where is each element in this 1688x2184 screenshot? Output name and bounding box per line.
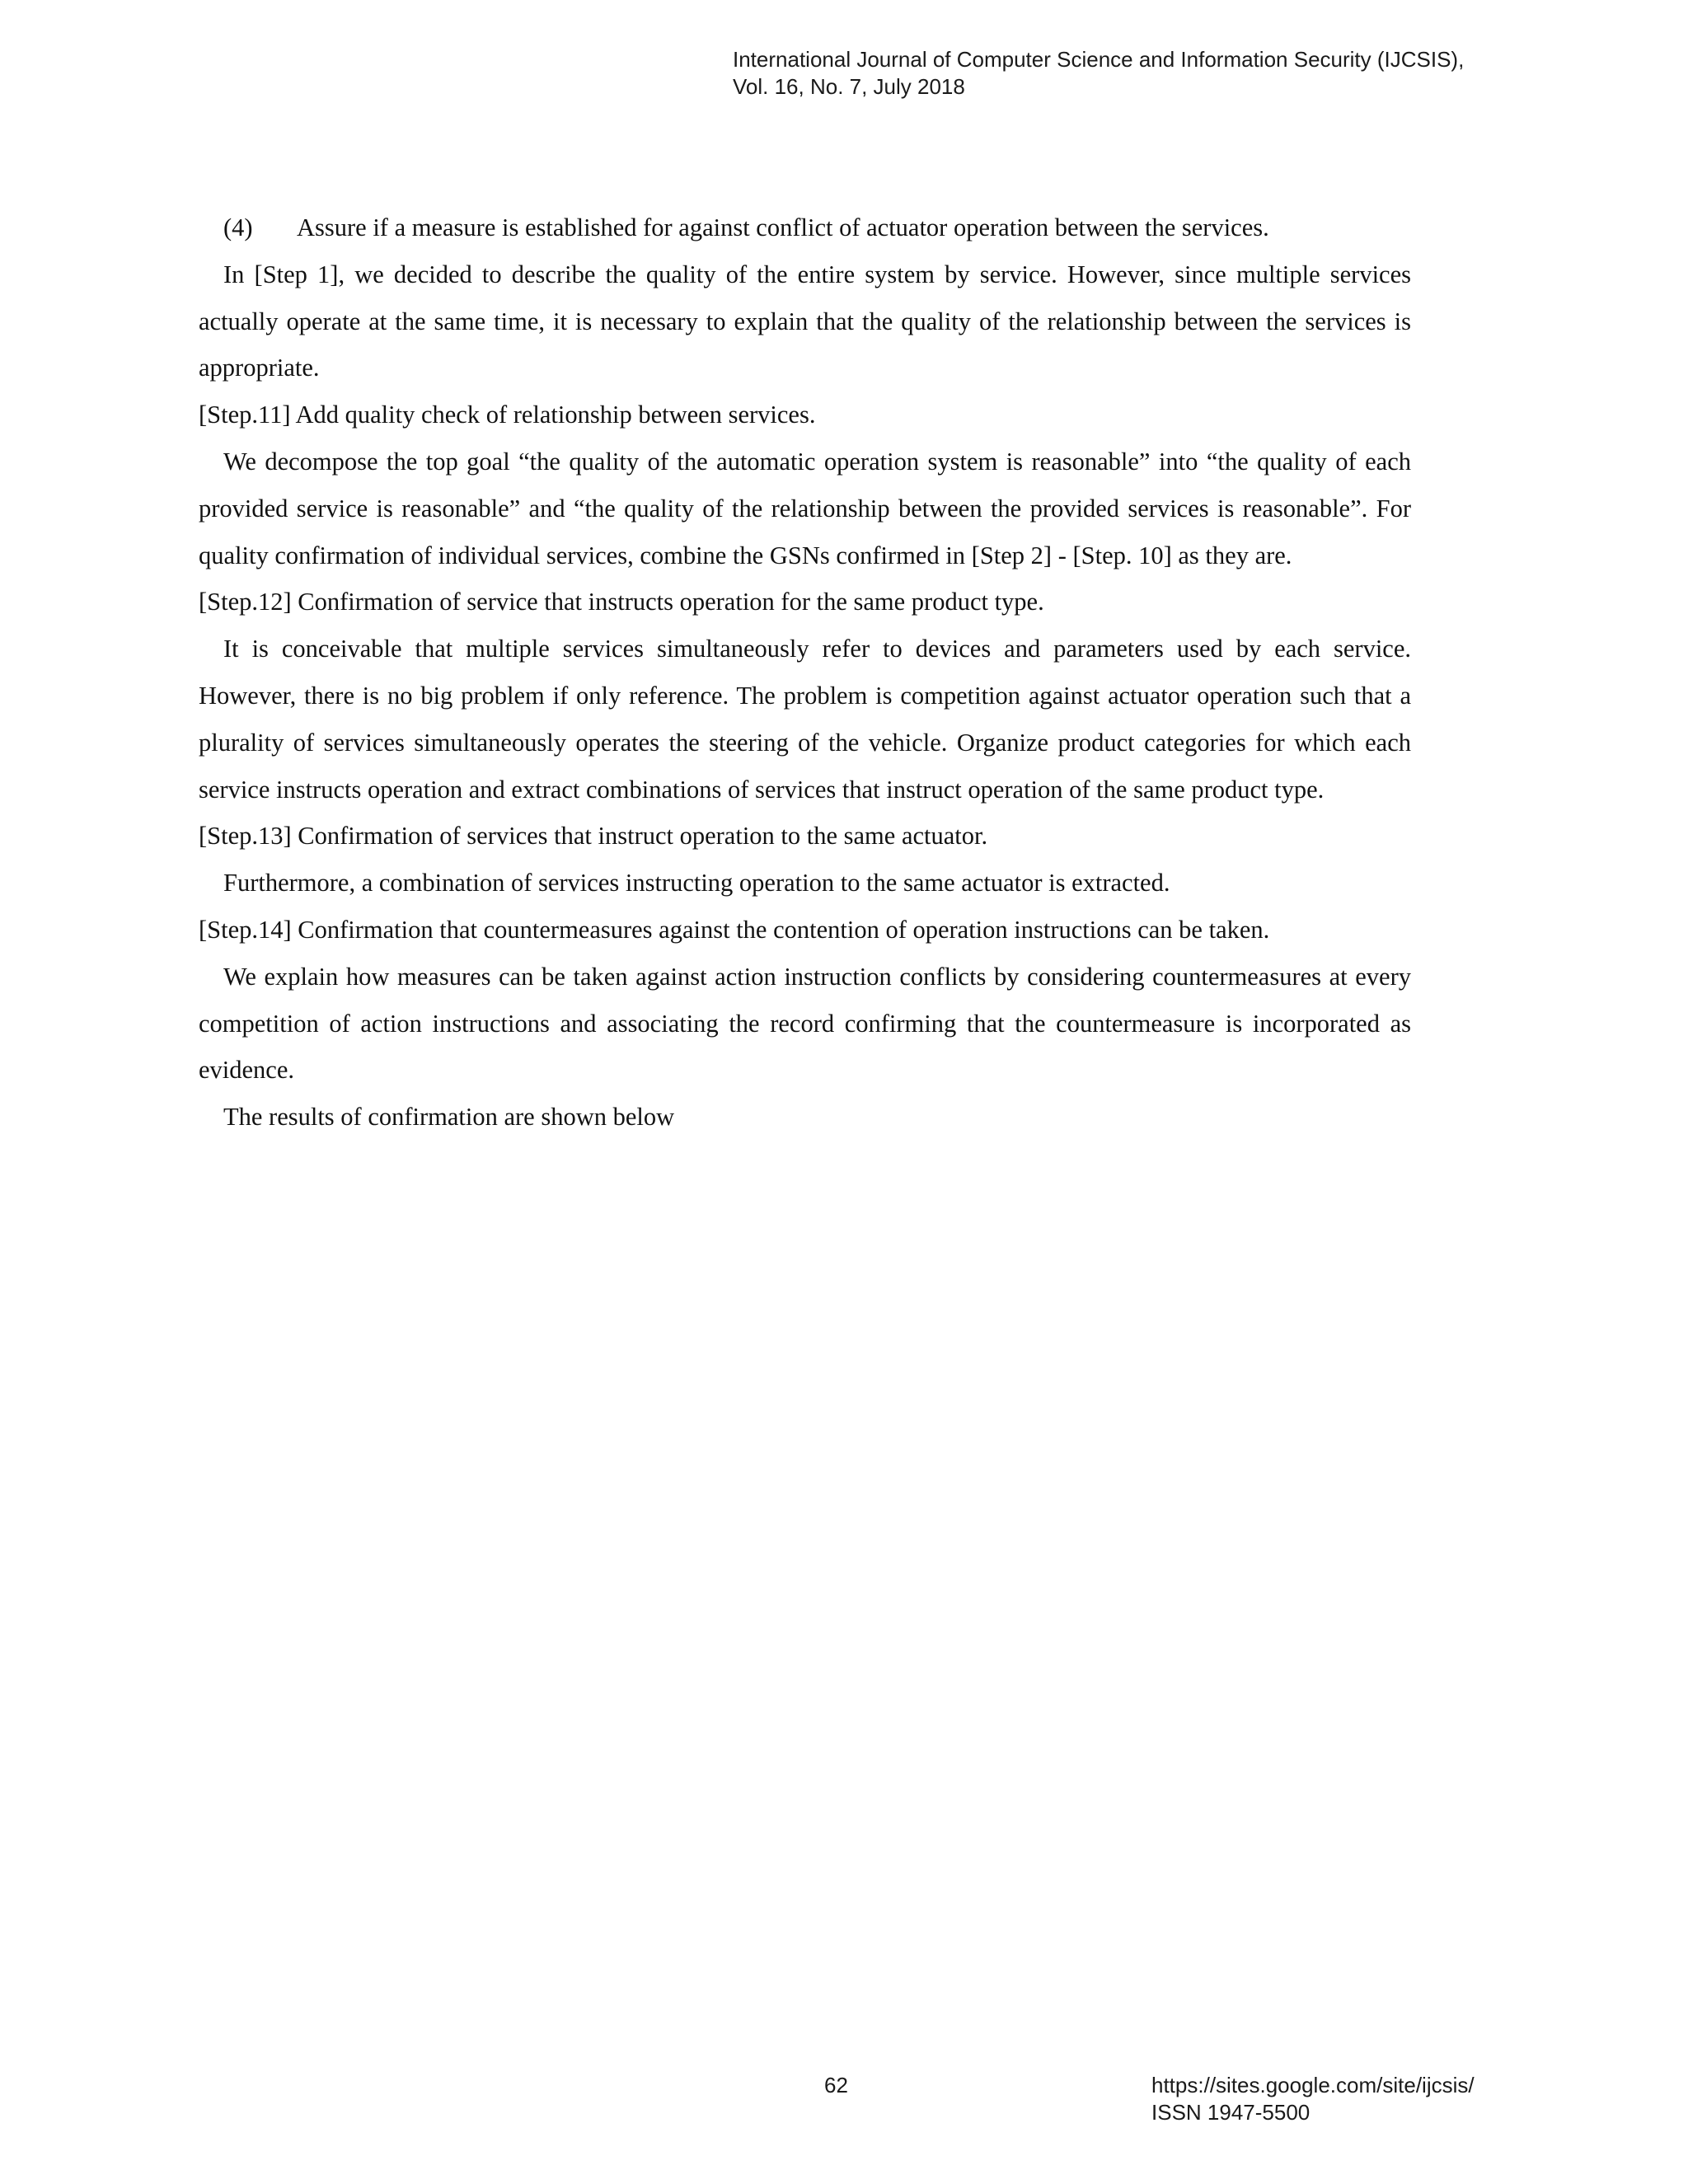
journal-volume-line: Vol. 16, No. 7, July 2018 [733,74,965,99]
paragraph-step1: In [Step 1], we decided to describe the quality of the entire system by service. However, since multiple services actually operate at the same time, it is necessary to explain that the quality of the relationship between the services is appropriate. [199,260,1411,382]
paragraph-step14: We explain how measures can be taken against action instruction conflicts by considering countermeasures at every competition of action instructions and associating the record confirming that the countermeasure is incorporated as evidence. [199,962,1411,1085]
page-number: 62 [824,2073,848,2097]
paragraph-step11: We decompose the top goal “the quality of the automatic operation system is reasonable” into “the quality of each provided service is reasonable” and “the quality of the relationship between the provided services is reasonable”. For quality confirmation of individual services, combine the GSNs confirmed in [Step 2] - [Step. 10] as they are. [199,447,1411,569]
item-text: Assure if a measure is established for against conflict of actuator operation between the services. [297,213,1269,241]
paragraph-step12: It is conceivable that multiple services simultaneously refer to devices and parameters used by each service. However, there is no big problem if only reference. The problem is competition against actuator operation such that a plurality of services simultaneously operates the steering of the vehicle. Organize product categories for which each service instructs operation and extract combinations of services that instruct operation of the same product type. [199,635,1411,804]
paragraph-results: The results of confirmation are shown below [223,1103,675,1132]
body-text [199,204,1411,1141]
enumerated-item-4 [199,204,1411,251]
issn: ISSN 1947-5500 [1151,2100,1311,2125]
journal-title-line: International Journal of Computer Science and Information Security (IJCSIS), [733,47,1465,72]
step13-heading: [Step.13] Confirmation of services that instruct operation to the same actuator. [199,822,988,851]
footer-info [1151,2072,1475,2126]
journal-url: https://sites.google.com/site/ijcsis/ [1151,2073,1475,2097]
item-number: (4) [223,213,253,241]
step14-heading: [Step.14] Confirmation that countermeasures against the contention of operation instructions can be taken. [199,915,1270,944]
paragraph-step13: Furthermore, a combination of services instructing operation to the same actuator is extracted. [223,869,1170,898]
step11-heading: [Step.11] Add quality check of relationship between services. [199,401,816,429]
step12-heading: [Step.12] Confirmation of service that instructs operation for the same product type. [199,588,1044,616]
journal-header [733,46,1464,101]
